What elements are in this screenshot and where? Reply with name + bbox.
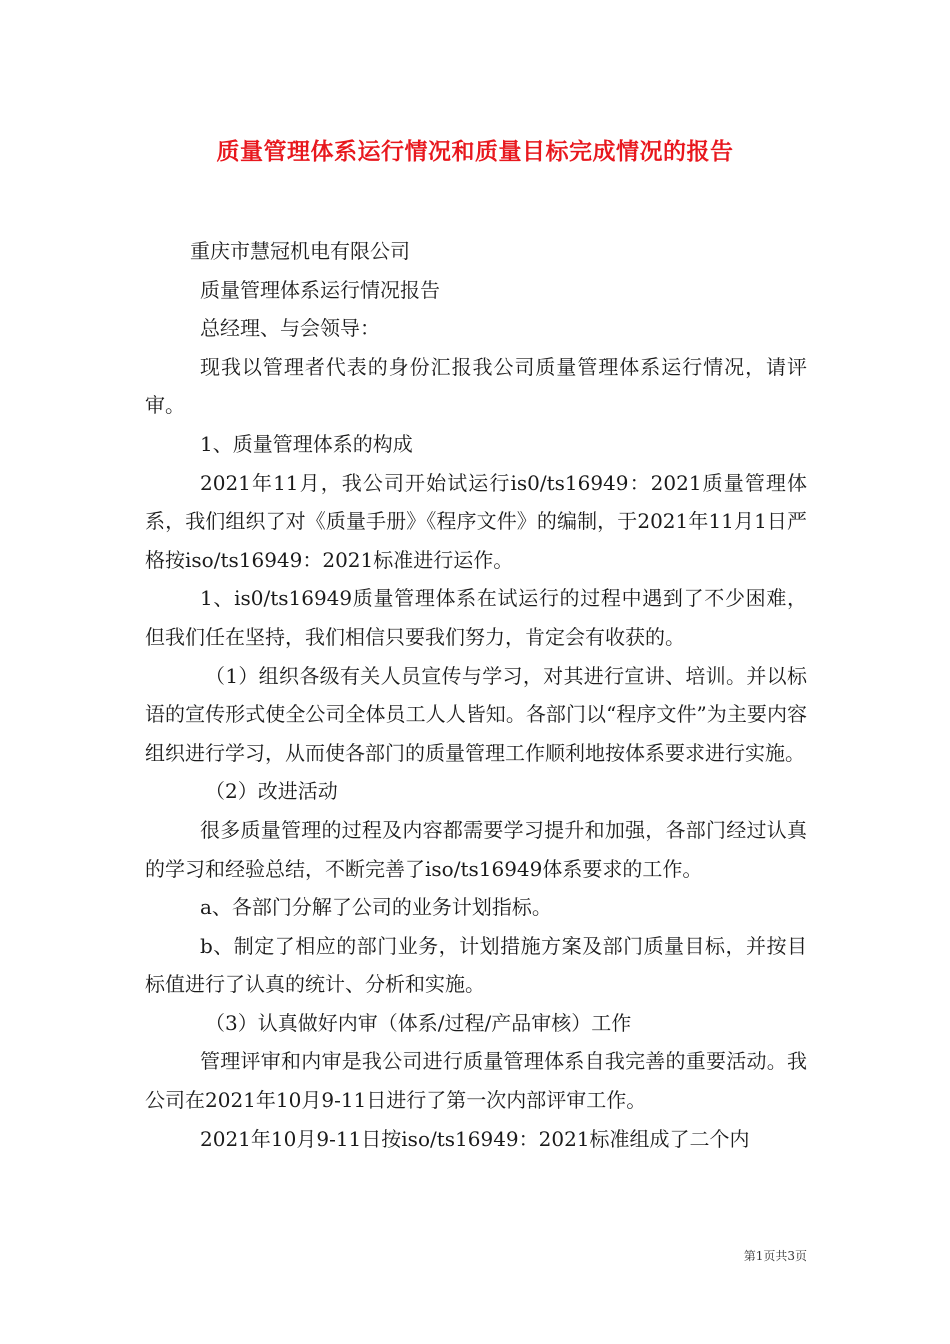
document-title: 质量管理体系运行情况和质量目标完成情况的报告 [216, 139, 734, 165]
list-item: a、各部门分解了公司的业务计划指标。 [200, 895, 552, 920]
paragraph: （1）组织各级有关人员宣传与学习，对其进行宣讲、培训。并以标语的宣传形式使全公司全体员工人人皆知。各部门以“程序文件”为主要内容组织进行学习，从而使各部门的质量管理工作顺利地按体系要求进行实施。 [145, 663, 807, 765]
subsection-heading: （3）认真做好内审（体系/过程/产品审核）工作 [205, 1010, 632, 1035]
paragraph: 2021年11月，我公司开始试运行is0/ts16949：2021质量管理体系，我们组织了对《质量手册》《程序文件》的编制，于2021年11月1日严格按iso/ts16949：2021标准进行运作。 [145, 470, 807, 572]
paragraph: 1、is0/ts16949质量管理体系在试运行的过程中遇到了不少困难，但我们任在坚持，我们相信只要我们努力，肯定会有收获的。 [145, 586, 807, 649]
document-body [145, 232, 807, 1158]
paragraph: 管理评审和内审是我公司进行质量管理体系自我完善的重要活动。我公司在2021年10月9-11日进行了第一次内部评审工作。 [145, 1049, 807, 1113]
page-number: 第1页共3页 [743, 1249, 807, 1263]
report-subtitle: 质量管理体系运行情况报告 [200, 277, 440, 302]
paragraph: 现我以管理者代表的身份汇报我公司质量管理体系运行情况，请评审。 [145, 354, 807, 418]
subsection-heading: （2）改进活动 [205, 779, 338, 804]
paragraph: 很多质量管理的过程及内容都需要学习提升和加强，各部门经过认真的学习和经验总结，不断完善了iso/ts16949体系要求的工作。 [145, 817, 807, 881]
list-item: b、制定了相应的部门业务，计划措施方案及部门质量目标，并按目标值进行了认真的统计、分析和实施。 [145, 933, 807, 997]
paragraph: 2021年10月9-11日按iso/ts16949：2021标准组成了二个内 [200, 1126, 750, 1151]
section-heading: 1、质量管理体系的构成 [200, 431, 413, 456]
company-name: 重庆市慧冠机电有限公司 [190, 239, 410, 263]
salutation: 总经理、与会领导： [200, 316, 380, 341]
